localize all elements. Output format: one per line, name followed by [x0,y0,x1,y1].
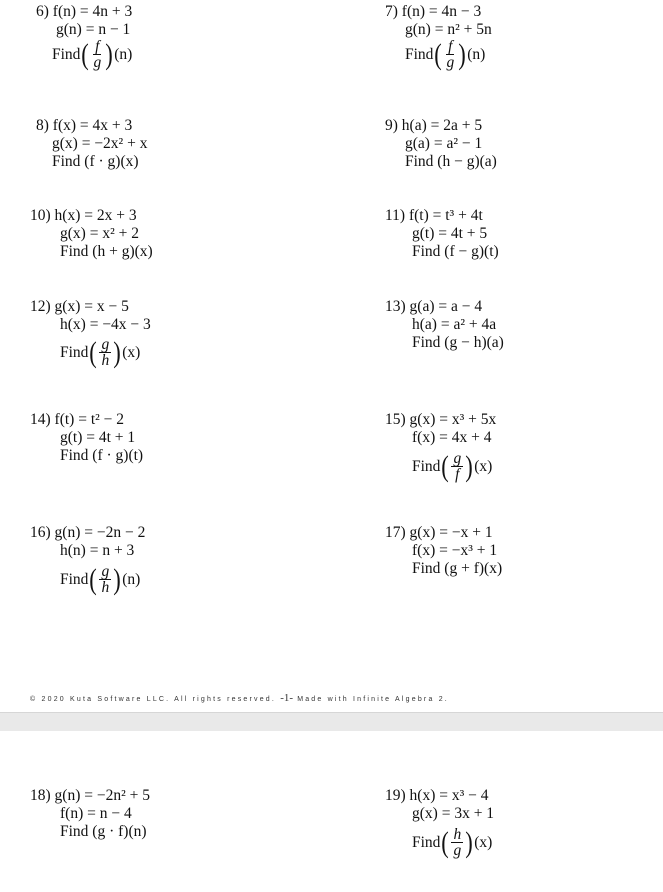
find-variable: (x) [122,343,141,361]
problem-9 [385,117,645,177]
function-line: g(n) = n² + 5n [405,21,492,38]
worksheet-page-2 [0,731,663,892]
fraction [99,564,111,595]
function-line: f(n) = n − 4 [60,805,132,822]
problem-number: 16) [30,524,51,541]
problem-10 [30,207,320,267]
problem-number: 11) [385,207,406,224]
copyright-text: © 2020 Kuta Software LLC. All rights reserved. [30,696,277,703]
function-line: g(t) = 4t + 5 [412,225,488,242]
function-line: g(x) = −2x² + x [52,135,148,152]
problem-number: 19) [385,787,406,804]
fraction [99,337,111,368]
function-line: g(n) = −2n − 2 [54,524,146,541]
function-line: g(x) = x³ + 5x [409,411,497,428]
find-label: Find [412,833,441,851]
function-line: h(x) = −4x − 3 [60,316,151,333]
problem-number: 12) [30,298,51,315]
right-paren: ) [113,562,121,596]
find-line: Find (f · g)(x) [52,153,139,170]
problem-number: 10) [30,207,51,224]
find-line: Find (h + g)(x) [60,243,153,260]
page-separator [0,712,663,732]
function-line: f(x) = 4x + 3 [52,117,133,134]
problem-15 [385,411,645,491]
left-paren: ( [81,37,90,71]
fraction-numerator: g [101,336,110,353]
right-paren: ) [458,37,466,71]
find-variable: (x) [474,457,493,475]
fraction [444,39,456,70]
function-line: g(a) = a − 4 [409,298,483,315]
made-with-text: Made with Infinite Algebra 2. [297,696,449,703]
function-line: g(n) = n − 1 [56,21,131,38]
fraction [91,39,103,70]
right-paren: ) [105,37,113,71]
function-line: g(x) = x − 5 [54,298,129,315]
problem-number: 17) [385,524,406,541]
function-line: f(t) = t³ + 4t [408,207,483,224]
function-line: h(x) = 2x + 3 [54,207,137,224]
find-label: Find [412,457,441,475]
find-label: Find [60,570,89,588]
problem-8 [36,117,316,177]
fraction-denominator: h [101,352,110,369]
problem-16 [30,524,320,604]
find-variable: (n) [114,45,133,63]
right-paren: ) [113,335,121,369]
function-line: g(n) = −2n² + 5 [54,787,150,804]
find-label: Find [405,45,434,63]
fraction-numerator: h [453,826,462,843]
fraction-numerator: f [95,38,100,55]
page-number: -1- [280,692,294,704]
function-line: g(t) = 4t + 1 [60,429,136,446]
function-line: h(x) = x³ − 4 [409,787,489,804]
problem-12 [30,298,320,378]
problem-19 [385,787,645,867]
problem-14 [30,411,320,471]
problem-18 [30,787,320,847]
function-line: f(t) = t² − 2 [54,411,125,428]
fraction-numerator: g [453,450,462,467]
problem-17 [385,524,645,584]
fraction-denominator: g [446,54,455,71]
problem-11 [385,207,645,267]
function-line: h(n) = n + 3 [60,542,135,559]
find-label: Find [52,45,81,63]
function-line: h(a) = 2a + 5 [401,117,483,134]
find-line: Find (g · f)(n) [60,823,147,840]
problem-number: 9) [385,117,398,134]
left-paren: ( [441,825,450,859]
find-variable: (n) [122,570,141,588]
fraction-denominator: g [453,842,462,859]
page-footer [30,692,640,704]
function-line: g(x) = x² + 2 [60,225,139,242]
right-paren: ) [465,825,473,859]
problem-number: 6) [36,3,49,20]
left-paren: ( [89,335,98,369]
problem-number: 7) [385,3,398,20]
function-line: f(x) = 4x + 4 [412,429,492,446]
find-line: Find (g − h)(a) [412,334,504,351]
left-paren: ( [434,37,443,71]
find-line: Find (f − g)(t) [412,243,499,260]
problem-number: 8) [36,117,49,134]
function-line: f(x) = −x³ + 1 [412,542,498,559]
function-line: f(n) = 4n − 3 [401,3,482,20]
fraction-denominator: h [101,579,110,596]
problem-7 [385,3,645,83]
problem-13 [385,298,645,358]
find-line: Find (f · g)(t) [60,447,144,464]
problem-number: 18) [30,787,51,804]
function-line: f(n) = 4n + 3 [52,3,133,20]
function-line: g(x) = 3x + 1 [412,805,495,822]
function-line: h(a) = a² + 4a [412,316,497,333]
find-variable: (n) [467,45,486,63]
problem-6 [36,3,316,83]
problem-number: 14) [30,411,51,428]
find-line: Find (g + f)(x) [412,560,503,577]
fraction-denominator: g [93,54,102,71]
problem-number: 13) [385,298,406,315]
fraction-denominator: f [455,466,460,483]
problem-number: 15) [385,411,406,428]
fraction [451,827,463,858]
find-label: Find [60,343,89,361]
fraction [451,451,463,482]
function-line: g(x) = −x + 1 [409,524,493,541]
find-line: Find (h − g)(a) [405,153,497,170]
right-paren: ) [465,449,473,483]
left-paren: ( [441,449,450,483]
fraction-numerator: g [101,563,110,580]
fraction-numerator: f [448,38,453,55]
find-variable: (x) [474,833,493,851]
function-line: g(a) = a² − 1 [405,135,483,152]
left-paren: ( [89,562,98,596]
